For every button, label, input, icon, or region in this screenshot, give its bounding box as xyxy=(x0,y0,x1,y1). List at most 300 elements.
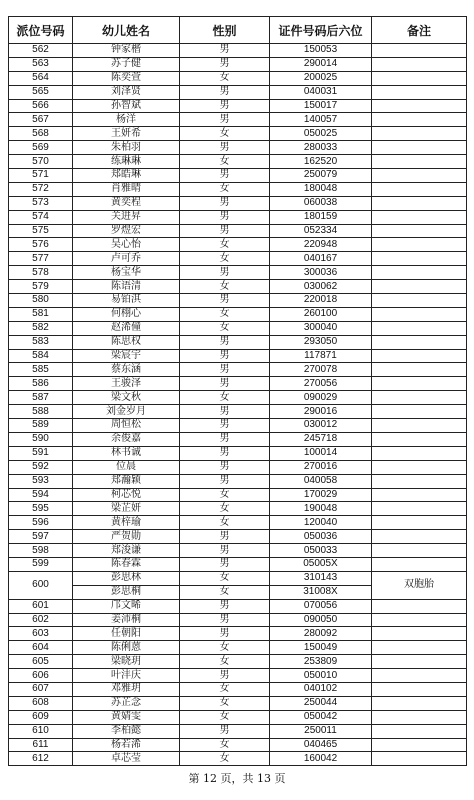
gender-cell: 女 xyxy=(180,710,270,724)
gender-cell: 女 xyxy=(180,752,270,766)
cert-cell: 280033 xyxy=(270,141,372,155)
table-row xyxy=(9,44,467,58)
name-cell: 周恒松 xyxy=(73,419,180,433)
cert-cell: 050042 xyxy=(270,710,372,724)
table-row xyxy=(9,710,467,724)
name-cell: 朱柏羽 xyxy=(73,141,180,155)
note-cell xyxy=(372,210,467,224)
name-cell: 吴心怡 xyxy=(73,238,180,252)
cert-cell: 140057 xyxy=(270,113,372,127)
table-row xyxy=(9,516,467,530)
seq-cell: 577 xyxy=(9,252,73,266)
seq-cell: 562 xyxy=(9,44,73,58)
column-header-seq: 派位号码 xyxy=(9,17,73,44)
table-row xyxy=(9,182,467,196)
seq-cell: 604 xyxy=(9,641,73,655)
table-row xyxy=(9,155,467,169)
cert-cell: 040167 xyxy=(270,252,372,266)
note-cell xyxy=(372,405,467,419)
cert-cell: 090029 xyxy=(270,391,372,405)
gender-cell: 男 xyxy=(180,613,270,627)
table-row xyxy=(9,321,467,335)
table-row xyxy=(9,307,467,321)
note-cell xyxy=(372,599,467,613)
cert-cell: 120040 xyxy=(270,516,372,530)
gender-cell: 女 xyxy=(180,71,270,85)
seq-cell: 611 xyxy=(9,738,73,752)
gender-cell: 男 xyxy=(180,530,270,544)
name-cell: 刘金岁月 xyxy=(73,405,180,419)
table-row xyxy=(9,196,467,210)
name-cell: 叶沣庆 xyxy=(73,669,180,683)
note-cell xyxy=(372,641,467,655)
table-row xyxy=(9,57,467,71)
cert-cell: 245718 xyxy=(270,432,372,446)
note-cell xyxy=(372,669,467,683)
gender-cell: 男 xyxy=(180,99,270,113)
cert-cell: 060038 xyxy=(270,196,372,210)
cert-cell: 300036 xyxy=(270,266,372,280)
gender-cell: 女 xyxy=(180,321,270,335)
name-cell: 肖雅晴 xyxy=(73,182,180,196)
gender-cell: 男 xyxy=(180,474,270,488)
note-cell xyxy=(372,460,467,474)
gender-cell: 男 xyxy=(180,599,270,613)
table-row xyxy=(9,238,467,252)
seq-cell: 582 xyxy=(9,321,73,335)
cert-cell: 280092 xyxy=(270,627,372,641)
note-cell xyxy=(372,44,467,58)
name-cell: 蔡东涵 xyxy=(73,363,180,377)
cert-cell: 150049 xyxy=(270,641,372,655)
name-cell: 邝文晞 xyxy=(73,599,180,613)
seq-cell: 598 xyxy=(9,544,73,558)
seq-cell: 580 xyxy=(9,294,73,308)
note-cell xyxy=(372,85,467,99)
cert-cell: 030062 xyxy=(270,280,372,294)
table-row xyxy=(9,752,467,766)
gender-cell: 女 xyxy=(180,307,270,321)
gender-cell: 女 xyxy=(180,127,270,141)
gender-cell: 男 xyxy=(180,724,270,738)
column-header-name: 幼儿姓名 xyxy=(73,17,180,44)
table-row xyxy=(9,530,467,544)
gender-cell: 男 xyxy=(180,405,270,419)
name-cell: 黄梓瑜 xyxy=(73,516,180,530)
gender-cell: 男 xyxy=(180,349,270,363)
seq-cell: 563 xyxy=(9,57,73,71)
seq-cell: 588 xyxy=(9,405,73,419)
table-row xyxy=(9,335,467,349)
cert-cell: 040465 xyxy=(270,738,372,752)
cert-cell: 162520 xyxy=(270,155,372,169)
seq-cell: 599 xyxy=(9,557,73,571)
gender-cell: 女 xyxy=(180,155,270,169)
seq-cell: 583 xyxy=(9,335,73,349)
name-cell: 王骏泽 xyxy=(73,377,180,391)
table-header-row xyxy=(9,17,467,44)
note-cell xyxy=(372,196,467,210)
gender-cell: 男 xyxy=(180,460,270,474)
seq-cell: 594 xyxy=(9,488,73,502)
table-row xyxy=(9,432,467,446)
table-row xyxy=(9,474,467,488)
table-row xyxy=(9,446,467,460)
note-cell xyxy=(372,502,467,516)
seq-cell: 587 xyxy=(9,391,73,405)
gender-cell: 女 xyxy=(180,696,270,710)
name-cell: 梁文秋 xyxy=(73,391,180,405)
table-row xyxy=(9,294,467,308)
table-row xyxy=(9,655,467,669)
name-cell: 易铂淇 xyxy=(73,294,180,308)
cert-cell: 200025 xyxy=(270,71,372,85)
cert-cell: 290014 xyxy=(270,57,372,71)
column-header-cert: 证件号码后六位 xyxy=(270,17,372,44)
gender-cell: 男 xyxy=(180,224,270,238)
name-cell: 陈思权 xyxy=(73,335,180,349)
note-cell xyxy=(372,99,467,113)
cert-cell: 090050 xyxy=(270,613,372,627)
name-cell: 郑皓琳 xyxy=(73,169,180,183)
name-cell: 陈春霖 xyxy=(73,557,180,571)
allocation-table xyxy=(8,16,467,766)
table-row xyxy=(9,613,467,627)
note-cell xyxy=(372,724,467,738)
name-cell: 陈奕萱 xyxy=(73,71,180,85)
name-cell: 李柏懿 xyxy=(73,724,180,738)
name-cell: 罗煜宏 xyxy=(73,224,180,238)
table-row xyxy=(9,502,467,516)
name-cell: 彭思林 xyxy=(73,571,180,585)
note-cell xyxy=(372,307,467,321)
name-cell: 卢可乔 xyxy=(73,252,180,266)
cert-cell: 310143 xyxy=(270,571,372,585)
table-row xyxy=(9,391,467,405)
name-cell: 练琳琳 xyxy=(73,155,180,169)
cert-cell: 31008X xyxy=(270,585,372,599)
note-cell xyxy=(372,57,467,71)
cert-cell: 253809 xyxy=(270,655,372,669)
seq-cell: 571 xyxy=(9,169,73,183)
table-row xyxy=(9,85,467,99)
cert-cell: 160042 xyxy=(270,752,372,766)
cert-cell: 220948 xyxy=(270,238,372,252)
note-cell xyxy=(372,321,467,335)
table-row xyxy=(9,210,467,224)
gender-cell: 男 xyxy=(180,44,270,58)
gender-cell: 女 xyxy=(180,280,270,294)
seq-cell: 600 xyxy=(9,571,73,599)
table-row xyxy=(9,696,467,710)
note-cell xyxy=(372,696,467,710)
seq-cell: 576 xyxy=(9,238,73,252)
seq-cell: 586 xyxy=(9,377,73,391)
gender-cell: 男 xyxy=(180,363,270,377)
note-cell xyxy=(372,266,467,280)
cert-cell: 250011 xyxy=(270,724,372,738)
seq-cell: 592 xyxy=(9,460,73,474)
seq-cell: 590 xyxy=(9,432,73,446)
note-cell xyxy=(372,280,467,294)
name-cell: 杨洋 xyxy=(73,113,180,127)
seq-cell: 565 xyxy=(9,85,73,99)
cert-cell: 150053 xyxy=(270,44,372,58)
note-cell xyxy=(372,238,467,252)
seq-cell: 591 xyxy=(9,446,73,460)
note-cell xyxy=(372,224,467,238)
seq-cell: 570 xyxy=(9,155,73,169)
table-row xyxy=(9,71,467,85)
cert-cell: 260100 xyxy=(270,307,372,321)
cert-cell: 117871 xyxy=(270,349,372,363)
table-body xyxy=(9,44,467,766)
note-cell xyxy=(372,530,467,544)
table-row xyxy=(9,280,467,294)
name-cell: 严贺勋 xyxy=(73,530,180,544)
note-cell xyxy=(372,446,467,460)
name-cell: 郑浚谦 xyxy=(73,544,180,558)
column-header-note: 备注 xyxy=(372,17,467,44)
seq-cell: 574 xyxy=(9,210,73,224)
table-row xyxy=(9,405,467,419)
table-row xyxy=(9,224,467,238)
note-cell xyxy=(372,655,467,669)
seq-cell: 564 xyxy=(9,71,73,85)
note-cell xyxy=(372,335,467,349)
table-row xyxy=(9,488,467,502)
name-cell: 苏芷念 xyxy=(73,696,180,710)
table-row xyxy=(9,669,467,683)
note-cell xyxy=(372,71,467,85)
table-row xyxy=(9,599,467,613)
seq-cell: 589 xyxy=(9,419,73,433)
note-cell xyxy=(372,419,467,433)
name-cell: 梁晓玥 xyxy=(73,655,180,669)
table-row xyxy=(9,141,467,155)
page-footer: 第 12 页，共 13 页 xyxy=(188,772,286,785)
gender-cell: 男 xyxy=(180,210,270,224)
cert-cell: 040031 xyxy=(270,85,372,99)
table-row xyxy=(9,557,467,571)
name-cell: 陈俐蒽 xyxy=(73,641,180,655)
gender-cell: 女 xyxy=(180,238,270,252)
gender-cell: 男 xyxy=(180,669,270,683)
seq-cell: 612 xyxy=(9,752,73,766)
seq-cell: 596 xyxy=(9,516,73,530)
note-cell xyxy=(372,169,467,183)
name-cell: 柯芯悦 xyxy=(73,488,180,502)
name-cell: 位晨 xyxy=(73,460,180,474)
note-cell xyxy=(372,141,467,155)
name-cell: 黄婧雯 xyxy=(73,710,180,724)
seq-cell: 569 xyxy=(9,141,73,155)
name-cell: 彭思桐 xyxy=(73,585,180,599)
note-cell xyxy=(372,544,467,558)
note-cell xyxy=(372,127,467,141)
table-row xyxy=(9,460,467,474)
gender-cell: 男 xyxy=(180,432,270,446)
table-row xyxy=(9,544,467,558)
table-row xyxy=(9,252,467,266)
seq-cell: 575 xyxy=(9,224,73,238)
cert-cell: 293050 xyxy=(270,335,372,349)
seq-cell: 608 xyxy=(9,696,73,710)
name-cell: 王妍希 xyxy=(73,127,180,141)
table-row xyxy=(9,571,467,585)
note-cell xyxy=(372,391,467,405)
seq-cell: 601 xyxy=(9,599,73,613)
cert-cell: 170029 xyxy=(270,488,372,502)
seq-cell: 572 xyxy=(9,182,73,196)
cert-cell: 290016 xyxy=(270,405,372,419)
table-row xyxy=(9,363,467,377)
name-cell: 杨若浠 xyxy=(73,738,180,752)
gender-cell: 男 xyxy=(180,627,270,641)
seq-cell: 578 xyxy=(9,266,73,280)
note-cell xyxy=(372,613,467,627)
name-cell: 梁芷妍 xyxy=(73,502,180,516)
note-cell xyxy=(372,252,467,266)
name-cell: 刘泽贤 xyxy=(73,85,180,99)
gender-cell: 男 xyxy=(180,85,270,99)
seq-cell: 568 xyxy=(9,127,73,141)
note-cell xyxy=(372,516,467,530)
name-cell: 卓芯莹 xyxy=(73,752,180,766)
cert-cell: 040058 xyxy=(270,474,372,488)
seq-cell: 609 xyxy=(9,710,73,724)
name-cell: 姜沛桐 xyxy=(73,613,180,627)
note-cell xyxy=(372,557,467,571)
note-cell xyxy=(372,752,467,766)
gender-cell: 男 xyxy=(180,57,270,71)
note-cell xyxy=(372,294,467,308)
gender-cell: 男 xyxy=(180,113,270,127)
table-row xyxy=(9,641,467,655)
table-row xyxy=(9,738,467,752)
gender-cell: 女 xyxy=(180,585,270,599)
note-cell xyxy=(372,488,467,502)
table-row xyxy=(9,627,467,641)
gender-cell: 女 xyxy=(180,571,270,585)
seq-cell: 579 xyxy=(9,280,73,294)
seq-cell: 605 xyxy=(9,655,73,669)
note-cell xyxy=(372,710,467,724)
gender-cell: 男 xyxy=(180,557,270,571)
gender-cell: 女 xyxy=(180,655,270,669)
gender-cell: 女 xyxy=(180,682,270,696)
name-cell: 陈语清 xyxy=(73,280,180,294)
seq-cell: 567 xyxy=(9,113,73,127)
name-cell: 林书诚 xyxy=(73,446,180,460)
seq-cell: 607 xyxy=(9,682,73,696)
gender-cell: 男 xyxy=(180,169,270,183)
table-row xyxy=(9,99,467,113)
name-cell: 何栩心 xyxy=(73,307,180,321)
name-cell: 孙智斌 xyxy=(73,99,180,113)
cert-cell: 250079 xyxy=(270,169,372,183)
note-cell xyxy=(372,182,467,196)
cert-cell: 050025 xyxy=(270,127,372,141)
cert-cell: 070056 xyxy=(270,599,372,613)
cert-cell: 05005X xyxy=(270,557,372,571)
gender-cell: 男 xyxy=(180,266,270,280)
name-cell: 苏子健 xyxy=(73,57,180,71)
cert-cell: 030012 xyxy=(270,419,372,433)
note-cell xyxy=(372,155,467,169)
gender-cell: 女 xyxy=(180,502,270,516)
note-cell xyxy=(372,113,467,127)
table-row xyxy=(9,169,467,183)
seq-cell: 602 xyxy=(9,613,73,627)
gender-cell: 女 xyxy=(180,516,270,530)
cert-cell: 270016 xyxy=(270,460,372,474)
gender-cell: 女 xyxy=(180,391,270,405)
name-cell: 赵浠僮 xyxy=(73,321,180,335)
seq-cell: 585 xyxy=(9,363,73,377)
name-cell: 黄奕程 xyxy=(73,196,180,210)
table-row xyxy=(9,349,467,363)
gender-cell: 男 xyxy=(180,446,270,460)
note-cell xyxy=(372,377,467,391)
cert-cell: 050036 xyxy=(270,530,372,544)
name-cell: 余俊嘉 xyxy=(73,432,180,446)
gender-cell: 男 xyxy=(180,544,270,558)
gender-cell: 女 xyxy=(180,738,270,752)
gender-cell: 男 xyxy=(180,335,270,349)
cert-cell: 250044 xyxy=(270,696,372,710)
cert-cell: 270078 xyxy=(270,363,372,377)
gender-cell: 男 xyxy=(180,294,270,308)
seq-cell: 610 xyxy=(9,724,73,738)
cert-cell: 150017 xyxy=(270,99,372,113)
note-cell xyxy=(372,682,467,696)
gender-cell: 女 xyxy=(180,488,270,502)
note-cell: 双胞胎 xyxy=(372,571,467,599)
name-cell: 钟家楷 xyxy=(73,44,180,58)
seq-cell: 581 xyxy=(9,307,73,321)
seq-cell: 603 xyxy=(9,627,73,641)
seq-cell: 606 xyxy=(9,669,73,683)
seq-cell: 566 xyxy=(9,99,73,113)
seq-cell: 584 xyxy=(9,349,73,363)
seq-cell: 593 xyxy=(9,474,73,488)
note-cell xyxy=(372,363,467,377)
table-row xyxy=(9,377,467,391)
gender-cell: 女 xyxy=(180,182,270,196)
table-row xyxy=(9,127,467,141)
cert-cell: 270056 xyxy=(270,377,372,391)
column-header-gender: 性别 xyxy=(180,17,270,44)
name-cell: 杨宝华 xyxy=(73,266,180,280)
cert-cell: 180048 xyxy=(270,182,372,196)
cert-cell: 050010 xyxy=(270,669,372,683)
table-row xyxy=(9,724,467,738)
cert-cell: 052334 xyxy=(270,224,372,238)
gender-cell: 女 xyxy=(180,641,270,655)
gender-cell: 男 xyxy=(180,196,270,210)
table-row xyxy=(9,266,467,280)
cert-cell: 180159 xyxy=(270,210,372,224)
cert-cell: 220018 xyxy=(270,294,372,308)
gender-cell: 男 xyxy=(180,377,270,391)
cert-cell: 300040 xyxy=(270,321,372,335)
gender-cell: 男 xyxy=(180,141,270,155)
seq-cell: 573 xyxy=(9,196,73,210)
cert-cell: 050033 xyxy=(270,544,372,558)
table-row xyxy=(9,113,467,127)
cert-cell: 040102 xyxy=(270,682,372,696)
